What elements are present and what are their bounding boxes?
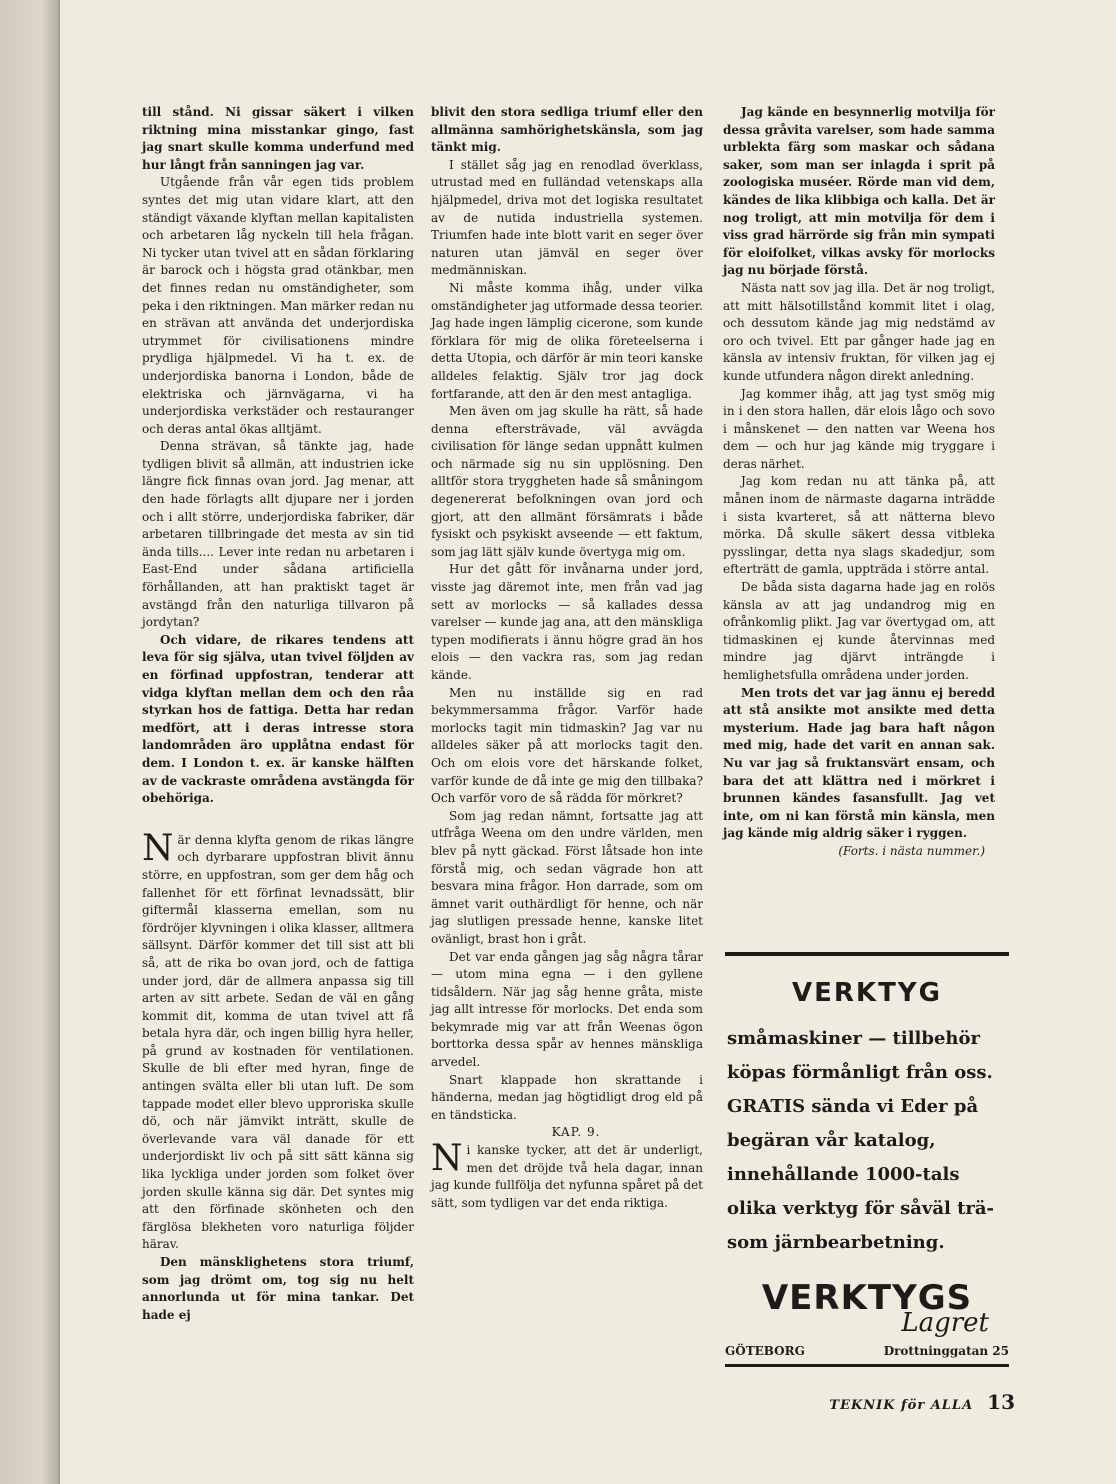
ad-headline: VERKTYG <box>792 978 942 1008</box>
paragraph: Det var enda gången jag såg några tårar — utom mina egna — i den gyllene tidsåldern. När jag såg henne gråta, miste jag allt intresse för morlocks. Det enda som bekymrade mig var att från Weenas ögon borttorka dessa spår av hennes mänskliga arvedel. <box>431 949 703 1070</box>
paragraph: Snart klappade hon skrattande i händerna, medan jag högtidligt drog eld på en tändsticka. <box>431 1072 703 1122</box>
paragraph: Hur det gått för invånarna under jord, visste jag däremot inte, men från vad jag sett av morlocks — så kallades dessa varelser — kunde jag ana, att den mänskliga typen modifierats i ännu högre grad än hos elois — den vackra ras, som jag redan kände. <box>431 562 703 682</box>
paragraph: till stånd. Ni gissar säkert i vilken riktning mina misstankar gingo, fast jag snart skulle komma underfund med hur långt från sanningen jag var. <box>142 105 414 172</box>
page-footer <box>825 1390 1015 1414</box>
paragraph: Jag kände en besynnerlig motvilja för dessa gråvita varelser, som hade samma urblekta färg som maskar och sådana saker, som man ser inlagda i sprit på zoologiska muséer. Rörde man vid dem, kändes de lika klibbiga och kalla. Det är nog troligt, att min motvilja för dem i viss grad härrörde sig från min sympati för eloifolket, vilkas avsky för morlocks jag nu började förstå. <box>723 105 995 278</box>
paragraph: Och vidare, de rikares tendens att leva för sig själva, utan tvivel följden av en förfinad uppfostran, tenderar att vidga klyftan mellan dem och den råa styrkan hos de fattiga. Detta har redan medfört, att i deras intresse stora landområden äro upplåtna endast för dem. I London t. ex. är kanske hälften av de vackraste områdena avstängda för obehöriga. <box>142 632 414 806</box>
drop-cap: N <box>431 1138 463 1180</box>
ad-address: Drottninggatan 25 <box>883 1344 1009 1358</box>
page-number: 13 <box>987 1390 1015 1414</box>
paragraph-text: är denna klyfta genom de rikas längre och dyrbarare uppfostran blivit ännu större, en uppfostran, som ger dem håg och fallenhet för ett förfinat levnadssätt, blir giftermål klasserna emellan, som nu fördröjer klyvningen i olika klasser, alltmera sällsynt. Därför kommer det till sist att bli så, att de rika bo ovan jord, och de fattiga under jord, där de allmera anpassa sig till arten av sitt arbete. Sedan de väl en gång kommit dit, komma de utan tvivel att få betala hyra där, och ingen billig hyra heller, på grund av kostnaden för ventilationen. Skulle de bli efter med hyran, finge de antingen svälta eller bli utan luft. De som tappade modet eller blevo upproriska skulle dö, och när jämvikt inträtt, skulle de överlevande vara väl danade för ett underjordiskt liv och på sitt sätt känna sig lika lyckliga under jorden som folket över jorden skulle känna sig där. Det syntes mig att den förfinade skönheten och den färglösa blekheten voro naturliga följder härav. <box>142 832 414 1252</box>
drop-cap: N <box>142 827 174 869</box>
paragraph: Denna strävan, så tänkte jag, hade tydligen blivit så allmän, att industrien icke längre fick finnas ovan jord. Jag menar, att den hade förlagts allt djupare ner i jorden och i allt större, underjordiska fabriker, där arbetaren tillbringade det mesta av sin tid ända tills.... Lever inte redan nu arbetaren i East-End under sådana artificiella förhållanden, att han praktiskt taget är avstängd från den naturliga tillvaron på jordytan? <box>142 439 414 630</box>
article-column-2 <box>431 104 703 1212</box>
paragraph: blivit den stora sedliga triumf eller den allmänna samhörighetskänsla, som jag tänkt mig. <box>431 105 703 155</box>
advertisement <box>725 952 1009 1367</box>
paragraph-dropcap <box>142 827 414 1254</box>
paragraph: I stället såg jag en renodlad överklass, utrustad med en fulländad vetenskaps alla hjälpmedel, driva mot det logiska resultatet av de nutida industriella systemen. Triumfen hade inte blott varit en seger över naturen utan jämväl en seger över medmänniskan. <box>431 157 703 278</box>
ad-city: GÖTEBORG <box>725 1344 805 1358</box>
paragraph: Ni måste komma ihåg, under vilka omständigheter jag utformade dessa teorier. Jag hade ingen lämplig cicerone, som kunde förklara för mig de olika företeelserna i detta Utopia, och därför är min teori kanske alldeles felaktig. Själv tror jag dock fortfarande, att den är den mest antagliga. <box>431 280 703 401</box>
chapter-heading: KAP. 9. <box>551 1125 601 1140</box>
article-column-1 <box>142 104 414 1324</box>
paragraph: Som jag redan nämnt, fortsatte jag att utfråga Weena om den undre världen, men blev på nytt gäckad. Först låtsade hon inte förstå mig, och sedan vägrade hon att besvara mina frågor. Hon darrade, som om ämnet varit outhärdligt för henne, och när jag slutligen pressade henne, kanske litet ovänligt, brast hon i gråt. <box>431 808 703 946</box>
company-logo: VERKTYGS <box>761 1278 973 1318</box>
paragraph: Den mänsklighetens stora triumf, som jag drömt om, tog sig nu helt annorlunda ut för mina tankar. Det hade ej <box>142 1255 414 1322</box>
paragraph: Nästa natt sov jag illa. Det är nog troligt, att mitt hälsotillstånd kommit litet i olag, och dessutom kände jag mig nedstämd av oro och tvivel. Ett par gånger hade jag en känsla av intensiv fruktan, för vilken jag ej kunde utfundera någon direkt anledning. <box>723 280 995 383</box>
paragraph: Men även om jag skulle ha rätt, så hade denna eftersträvade, väl avvägda civilisation för länge sedan uppnått kulmen och närmade sig nu sin upplösning. Den alltför stora tryggheten hade så småningom degenererat befolkningen ovan jord och gjort, att den allmänt försämrats i både fysiskt och psykiskt avseende — ett faktum, som jag lätt själv kunde övertyga mig om. <box>431 404 703 559</box>
paragraph: Jag kom redan nu att tänka på, att månen inom de närmaste dagarna inträdde i sista kvarteret, så att nätterna blevo mörka. Då skulle säkert dessa vitbleka pysslingar, detta nya slags skadedjur, som efterträtt de gamla, uppträda i större antal. <box>723 474 995 577</box>
ad-bottom-rule <box>725 1364 1009 1367</box>
section-gap <box>142 808 414 832</box>
ad-body: småmaskiner — tillbehör köpas förmånligt från oss. GRATIS sända vi Eder på begäran vår katalog, innehållande 1000-tals olika verktyg för såväl trä- som järnbearbetning. <box>727 1028 995 1253</box>
ad-contact <box>725 1344 1009 1364</box>
paragraph-text: i kanske tycker, att det är underligt, men det dröjde två hela dagar, innan jag kunde fullfölja det nyfunna spåret på det sätt, som tydligen var det enda riktiga. <box>431 1143 703 1210</box>
ad-top-rule <box>725 952 1009 956</box>
paragraph: Men trots det var jag ännu ej beredd att stå ansikte mot ansikte med detta mysterium. Hade jag bara haft någon med mig, hade det varit en annan sak. Nu var jag så fruktansvärt ensam, och bara det att klättra ned i mörkret i brunnen kändes fasansfullt. Jag vet inte, om ni kan förstå min känsla, men jag kände mig aldrig säker i ryggen. <box>723 685 995 841</box>
paragraph: Utgående från vår egen tids problem syntes det mig utan vidare klart, att den ständigt växande klyftan mellan kapitalisten och arbetaren låg nyckeln till hela frågan. Ni tycker utan tvivel att en sådan förklaring är barock och i högsta grad otänkbar, men det finnes redan nu omständigheter, som peka i den riktningen. Man märker redan nu en strävan att använda det underjordiska utrymmet för civilisationens mindre prydliga hjälpmedel. Vi ha t. ex. de underjordiska banorna i London, både de elektriska och järnvägarna, vi ha underjordiska verkstäder och restauranger och deras antal ökas alltjämt. <box>142 175 414 436</box>
paragraph: De båda sista dagarna hade jag en rolös känsla av att jag undandrog mig en ofrånkomlig plikt. Jag var övertygad om, att tidmaskinen ej kunde återvinnas med mindre jag djärvt inträngde i hemlighetsfulla områdena under jorden. <box>723 580 995 682</box>
paragraph: Men nu inställde sig en rad bekymmersamma frågor. Varför hade morlocks tagit min tidmaskin? Jag var nu alldeles säker på att morlocks tagit den. Och om elois vore det härskande folket, varför kunde de då inte ge mig den tillbaka? Och varför voro de så rädda för mörkret? <box>431 685 703 806</box>
article-column-3 <box>723 104 995 861</box>
previous-page-edge <box>0 0 60 1484</box>
paragraph: Jag kommer ihåg, att jag tyst smög mig in i den stora hallen, där elois lågo och sovo i månskenet — den natten var Weena hos dem — och hur jag kände mig tryggare i deras närhet. <box>723 386 995 471</box>
paragraph-dropcap <box>431 1138 703 1212</box>
continued-note: (Forts. i nästa nummer.) <box>838 843 985 858</box>
company-logo-script: Lagret <box>901 1308 989 1338</box>
magazine-name: TEKNIK för ALLA <box>829 1398 974 1413</box>
